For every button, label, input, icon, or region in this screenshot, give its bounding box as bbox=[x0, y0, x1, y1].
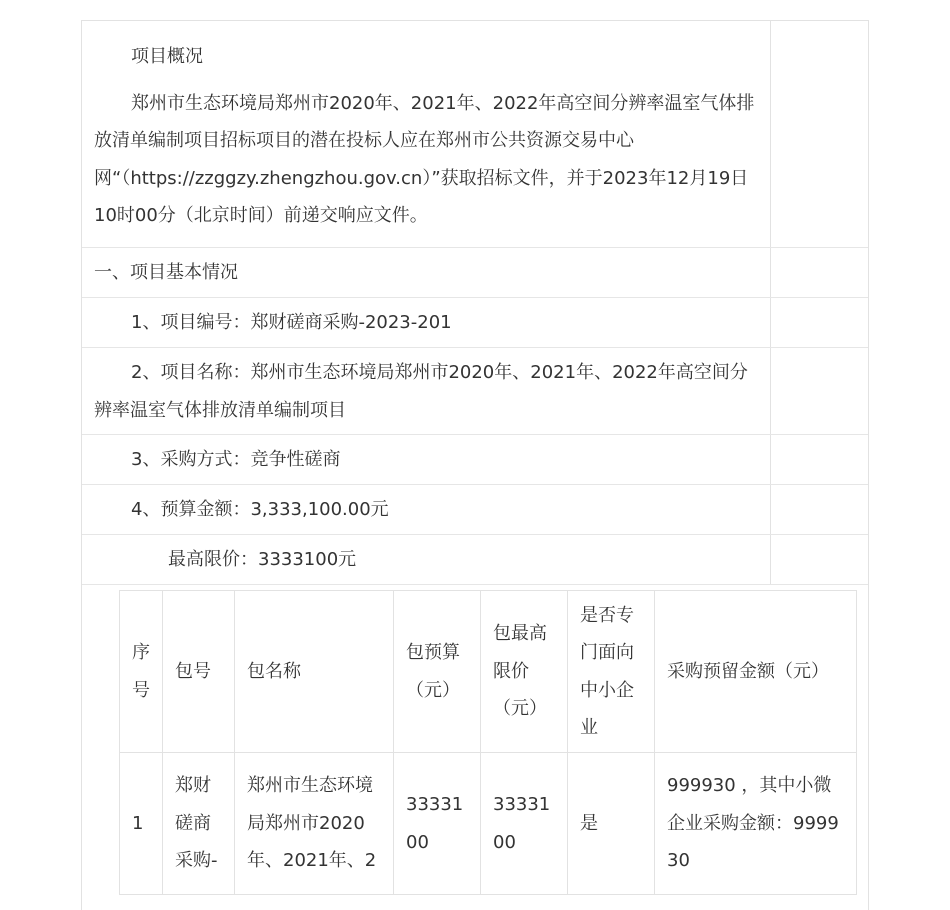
max-price-row bbox=[82, 535, 868, 585]
cell-pkg-max: 3333100 bbox=[481, 753, 568, 895]
budget-row bbox=[82, 485, 868, 535]
package-table-wrapper bbox=[119, 590, 857, 895]
basic-info-heading-row bbox=[82, 248, 868, 298]
cell-pkg-no: 郑财磋商采购- bbox=[163, 753, 235, 895]
table-header-row bbox=[120, 591, 857, 753]
project-no: 1、项目编号：郑财磋商采购-2023-201 bbox=[82, 298, 771, 347]
procurement-method: 3、采购方式：竞争性磋商 bbox=[82, 435, 771, 484]
max-price: 最高限价：3333100元 bbox=[82, 535, 771, 584]
cell-pkg-budget: 3333100 bbox=[394, 753, 481, 895]
budget-amount: 4、预算金额：3,333,100.00元 bbox=[82, 485, 771, 534]
header-pkg-budget: 包预算（元） bbox=[394, 591, 481, 753]
header-reserved: 采购预留金额（元） bbox=[655, 591, 857, 753]
header-pkg-no: 包号 bbox=[163, 591, 235, 753]
cell-pkg-name: 郑州市生态环境局郑州市2020年、2021年、2 bbox=[235, 753, 394, 895]
header-seq: 序号 bbox=[120, 591, 163, 753]
header-pkg-name: 包名称 bbox=[235, 591, 394, 753]
method-row bbox=[82, 435, 868, 485]
project-no-row bbox=[82, 298, 868, 348]
overview-row bbox=[82, 21, 868, 248]
overview-paragraph: 郑州市生态环境局郑州市2020年、2021年、2022年高空间分辨率温室气体排放清单编制项目招标项目的潜在投标人应在郑州市公共资源交易中心网“（https://zzggzy.zhengzhou.gov.cn）”获取招标文件，并于2023年12月19日10时00分（北京时间）前递交响应文件。 bbox=[94, 92, 755, 226]
cell-reserved: 999930 ，其中小微企业采购金额：999930 bbox=[655, 753, 857, 895]
basic-info-heading: 一、项目基本情况 bbox=[82, 248, 771, 297]
table-row bbox=[120, 753, 857, 895]
header-sme-only: 是否专门面向中小企业 bbox=[568, 591, 655, 753]
package-table bbox=[119, 590, 857, 895]
cell-sme-only: 是 bbox=[568, 753, 655, 895]
announcement-table bbox=[81, 20, 869, 910]
header-pkg-max: 包最高限价（元） bbox=[481, 591, 568, 753]
project-name: 2、项目名称：郑州市生态环境局郑州市2020年、2021年、2022年高空间分辨率温室气体排放清单编制项目 bbox=[82, 348, 771, 434]
project-name-row bbox=[82, 348, 868, 435]
overview-heading: 项目概况 bbox=[131, 46, 203, 67]
cell-seq: 1 bbox=[120, 753, 163, 895]
